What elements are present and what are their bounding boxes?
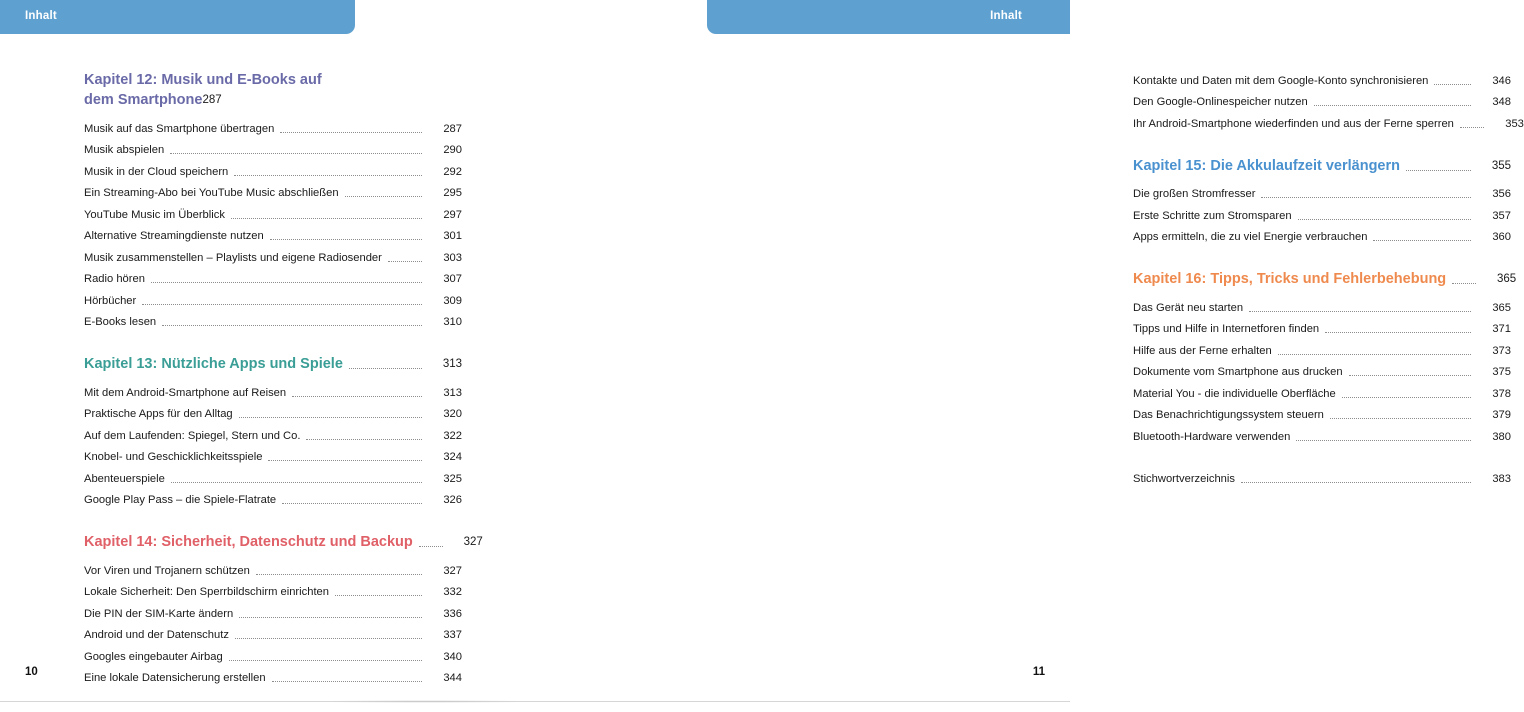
toc-entry-page-number: 344 [443,672,462,685]
dot-leader [388,260,422,262]
toc-entry-page-number: 310 [443,316,462,329]
toc-entry-page-number: 336 [443,607,462,620]
toc-chapter-page-number: 355 [1491,159,1511,172]
toc-entry-page-number: 357 [1492,209,1511,222]
toc-chapter-title: Kapitel 16: Tipps, Tricks und Fehlerbehebung [1133,271,1447,287]
running-head-left [0,0,355,34]
toc-entry-label: Musik in der Cloud speichern [84,165,229,178]
dot-leader [1278,353,1471,355]
toc-entry[interactable] [1133,70,1511,92]
toc-entry[interactable] [1133,227,1511,249]
toc-entry-label: Material You - die individuelle Oberfläche [1133,387,1336,400]
toc-chapter-title: Kapitel 13: Nützliche Apps und Spiele [84,356,343,372]
dot-leader [270,238,422,240]
dot-leader [171,481,422,483]
toc-entry-label: Abenteuerspiele [84,472,165,485]
dot-leader [419,545,443,547]
toc-entry-page-number: 346 [1492,74,1511,87]
toc-entry-page-number: 287 [443,122,462,135]
toc-entry-page-number: 375 [1492,366,1511,379]
toc-entry-page-number: 353 [1505,117,1524,130]
toc-entry[interactable] [84,603,462,625]
dot-leader [306,438,422,440]
toc-entry-page-number: 313 [443,386,462,399]
folio-right: 11 [1032,666,1045,678]
toc-entry-page-number: 295 [443,187,462,200]
toc-entry[interactable] [1133,383,1511,405]
toc-entry-page-number: 292 [443,165,462,178]
toc-entry-label: YouTube Music im Überblick [84,208,225,221]
dot-leader [1314,104,1471,106]
toc-entry-label: Google Play Pass – die Spiele-Flatrate [84,494,277,507]
folio-left: 10 [25,666,38,678]
toc-entry[interactable] [1133,340,1511,362]
toc-entry-label: Musik auf das Smartphone übertragen [84,122,275,135]
dot-leader [234,174,422,176]
running-head-left-label: Inhalt [25,10,57,23]
chapter-spacer [1133,448,1511,469]
toc-entry-page-number: 307 [443,273,462,286]
toc-entry[interactable] [84,468,462,490]
toc-entry[interactable] [1133,362,1511,384]
dot-leader [272,680,422,682]
toc-entry[interactable] [84,312,462,334]
dot-leader [162,324,422,326]
toc-entry-label: Musik abspielen [84,144,165,157]
dot-leader [345,195,422,197]
dot-leader [349,367,422,369]
toc-entry-label: E-Books lesen [84,316,157,329]
toc-entry[interactable] [84,668,462,690]
toc-entry-label: Alternative Streamingdienste nutzen [84,230,264,243]
chapter-spacer [84,333,462,354]
dot-leader [268,459,422,461]
toc-entry[interactable] [1133,297,1511,319]
toc-chapter-title-line2-row [84,90,462,110]
toc-chapter-block [1133,156,1511,249]
toc-entry[interactable] [84,140,462,162]
dot-leader [1241,481,1471,483]
toc-chapter-heading[interactable] [84,532,483,552]
toc-entry-label: Tipps und Hilfe in Internetforen finden [1133,323,1320,336]
toc-entry[interactable] [84,118,462,140]
toc-entry-label: Stichwortverzeichnis [1133,473,1235,486]
dot-leader [292,395,422,397]
dot-leader [1298,218,1471,220]
toc-entry-label: Hörbücher [84,294,137,307]
toc-entry[interactable] [84,490,462,512]
toc-entry-page-number: 325 [443,472,462,485]
toc-entry[interactable] [84,625,462,647]
toc-entry-label: Musik zusammenstellen – Playlists und eigene Radiosender [84,251,382,264]
toc-entry-label: Ihr Android-Smartphone wiederfinden und aus der Ferne sperren [1133,117,1454,130]
toc-entry[interactable] [84,290,462,312]
dot-leader [1261,196,1471,198]
toc-chapter-heading[interactable] [84,70,462,110]
toc-entry-label: Android und der Datenschutz [84,629,229,642]
toc-entry-page-number: 348 [1492,96,1511,109]
toc-chapter-page-number: 313 [442,358,462,371]
dot-leader [1373,239,1471,241]
dot-leader [280,131,422,133]
dot-leader [1330,417,1471,419]
dot-leader [1342,396,1471,398]
toc-chapter-block [84,70,462,333]
sheet-bottom-edge [0,701,1070,702]
dot-leader [151,281,422,283]
toc-entry-label: Lokale Sicherheit: Den Sperrbildschirm einrichten [84,586,329,599]
dot-leader [142,303,422,305]
toc-entry-page-number: 356 [1492,188,1511,201]
toc-entry-page-number: 327 [443,564,462,577]
toc-entry[interactable] [84,247,462,269]
toc-chapter-page-number: 327 [463,536,483,549]
toc-chapter-heading[interactable] [84,354,462,374]
toc-entry[interactable] [1133,405,1511,427]
toc-entry[interactable] [84,161,462,183]
toc-entry[interactable] [1133,469,1511,491]
toc-chapter-page-number: 287 [202,94,222,107]
toc-entry-label: Vor Viren und Trojanern schützen [84,564,250,577]
toc-chapter-block [1133,269,1517,448]
toc-entry[interactable] [84,269,462,291]
toc-entry-label: Das Benachrichtigungssystem steuern [1133,409,1324,422]
dot-leader [229,659,422,661]
chapter-spacer [1133,248,1511,269]
toc-entry-page-number: 379 [1492,409,1511,422]
page-left [0,0,535,712]
toc-entry[interactable] [1133,113,1524,135]
page-right [535,0,1524,712]
toc-entry-page-number: 378 [1492,387,1511,400]
toc-entry-label: Hilfe aus der Ferne erhalten [1133,344,1272,357]
toc-entry[interactable] [84,382,462,404]
running-head-right-label: Inhalt [990,10,1022,23]
toc-entry[interactable] [84,560,462,582]
toc-entry-page-number: 301 [443,230,462,243]
toc-entry-label: Auf dem Laufenden: Spiegel, Stern und Co. [84,429,301,442]
toc-entry[interactable] [84,582,462,604]
dot-leader [239,616,422,618]
toc-entry-label: Kontakte und Daten mit dem Google-Konto synchronisieren [1133,74,1429,87]
toc-entry-page-number: 371 [1492,323,1511,336]
toc-entry[interactable] [84,425,462,447]
dot-leader [170,152,422,154]
toc-entry-page-number: 309 [443,294,462,307]
dot-leader [256,573,422,575]
toc-entry-label: Radio hören [84,273,145,286]
toc-chapter-title-line1: Kapitel 12: Musik und E-Books auf [84,72,322,88]
toc-entry-page-number: 365 [1492,301,1511,314]
toc-entry-page-number: 290 [443,144,462,157]
toc-entry[interactable] [1133,426,1511,448]
dot-leader [1349,374,1471,376]
dot-leader [1406,169,1471,171]
toc-entry-label: Das Gerät neu starten [1133,301,1244,314]
dot-leader [1249,310,1471,312]
toc-entry-label: Apps ermitteln, die zu viel Energie verbrauchen [1133,231,1368,244]
toc-entry-page-number: 297 [443,208,462,221]
toc-left-column [84,70,483,689]
toc-entry[interactable] [1133,205,1511,227]
dot-leader [239,416,422,418]
toc-entry-page-number: 360 [1492,231,1511,244]
running-head-right [707,0,1070,34]
toc-chapter-title-line2: dem Smartphone [84,92,203,108]
toc-entry[interactable] [84,447,462,469]
toc-entry-page-number: 324 [443,451,462,464]
toc-entry[interactable] [84,183,462,205]
chapter-spacer [1133,135,1511,156]
dot-leader [282,502,422,504]
toc-entry-label: Die PIN der SIM-Karte ändern [84,607,234,620]
toc-index-block [1133,469,1511,491]
toc-entry-page-number: 326 [443,494,462,507]
toc-entry-label: Dokumente vom Smartphone aus drucken [1133,366,1343,379]
toc-entry-page-number: 320 [443,408,462,421]
toc-entry-page-number: 322 [443,429,462,442]
toc-chapter-heading[interactable] [1133,156,1511,176]
toc-entry-label: Die großen Stromfresser [1133,188,1256,201]
dot-leader [1325,331,1471,333]
chapter-spacer [84,511,462,532]
toc-entry-label: Mit dem Android-Smartphone auf Reisen [84,386,287,399]
toc-entry[interactable] [84,404,462,426]
dot-leader [335,594,422,596]
toc-chapter-title: Kapitel 15: Die Akkulaufzeit verlängern [1133,157,1400,174]
toc-entry-label: Knobel- und Geschicklichkeitsspiele [84,451,263,464]
toc-entry-label: Googles eingebauter Airbag [84,650,223,663]
toc-entry[interactable] [1133,319,1511,341]
toc-entry-page-number: 380 [1492,430,1511,443]
toc-entry-page-number: 340 [443,650,462,663]
toc-entry-page-number: 383 [1492,473,1511,486]
toc-chapter-page-number: 365 [1496,273,1517,286]
toc-entry-label: Eine lokale Datensicherung erstellen [84,672,266,685]
toc-entry-label: Bluetooth-Hardware verwenden [1133,430,1291,443]
toc-entry[interactable] [1133,92,1511,114]
toc-entry-page-number: 373 [1492,344,1511,357]
toc-chapter-title: Kapitel 14: Sicherheit, Datenschutz und Backup [84,534,413,550]
toc-entry[interactable] [1133,184,1511,206]
dot-leader [1296,439,1471,441]
sheet-gutter-shadow [330,700,520,703]
dot-leader [231,217,422,219]
toc-chapter-heading[interactable] [1133,269,1517,289]
toc-entry[interactable] [84,646,462,668]
dot-leader [235,637,422,639]
toc-entry-page-number: 303 [443,251,462,264]
toc-entry[interactable] [84,226,462,248]
toc-entry-label: Praktische Apps für den Alltag [84,408,233,421]
toc-entry[interactable] [84,204,462,226]
toc-continued-entries [1133,70,1524,135]
toc-right-column [1133,70,1524,490]
dot-leader [1452,282,1476,284]
toc-chapter-block [84,354,462,511]
dot-leader [1434,83,1471,85]
toc-entry-label: Ein Streaming-Abo bei YouTube Music abschließen [84,187,339,200]
toc-entry-label: Erste Schritte zum Stromsparen [1133,209,1292,222]
toc-chapter-block [84,532,483,689]
toc-entry-page-number: 337 [443,629,462,642]
toc-entry-page-number: 332 [443,586,462,599]
dot-leader [1460,126,1484,128]
toc-entry-label: Den Google-Onlinespeicher nutzen [1133,96,1308,109]
